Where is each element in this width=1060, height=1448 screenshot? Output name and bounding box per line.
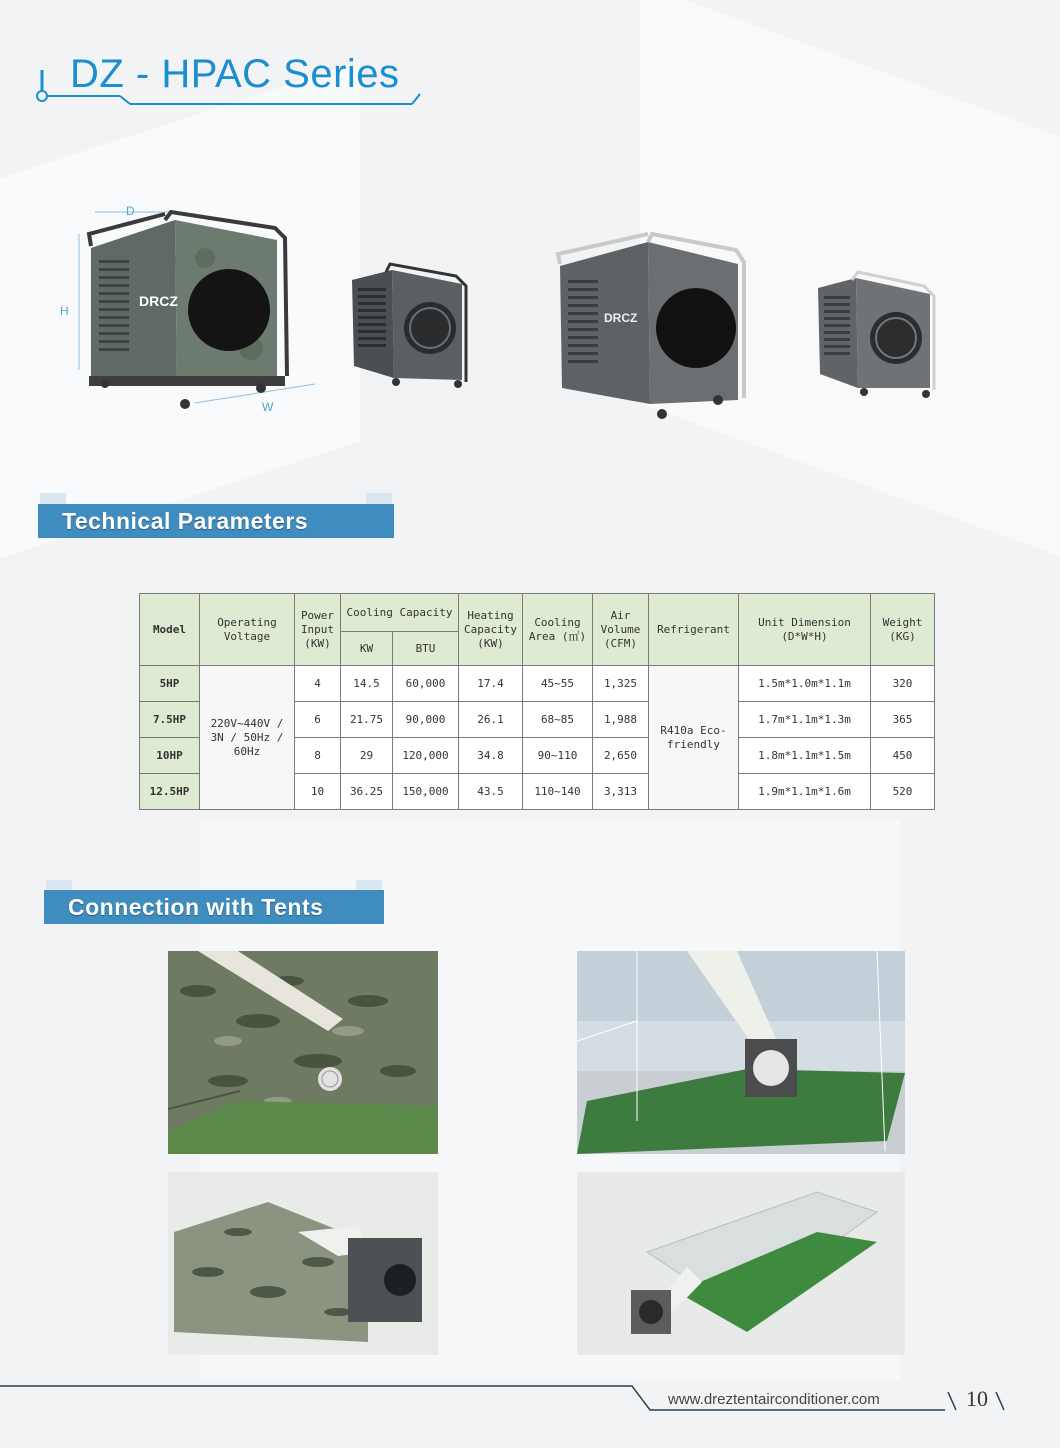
cell-dimension: 1.9m*1.1m*1.6m	[739, 774, 871, 810]
cell-air: 3,313	[593, 774, 649, 810]
cell-model: 10HP	[140, 738, 200, 774]
header-heating: Heating Capacity (KW)	[459, 594, 523, 666]
cell-area: 45~55	[523, 666, 593, 702]
header-refrigerant: Refrigerant	[649, 594, 739, 666]
cell-area: 110~140	[523, 774, 593, 810]
product-image-small-grey	[812, 270, 940, 400]
header-dimension: Unit Dimension (D*W*H)	[739, 594, 871, 666]
header-cooling-kw: KW	[341, 632, 393, 666]
cell-power: 6	[295, 702, 341, 738]
tent-photo-clear-exterior	[577, 1172, 905, 1355]
product-image-small-dark	[346, 262, 472, 388]
header-power: Power Input (KW)	[295, 594, 341, 666]
cell-air: 2,650	[593, 738, 649, 774]
height-label: H	[60, 304, 69, 318]
header-air: Air Volume (CFM)	[593, 594, 649, 666]
width-label: W	[262, 400, 274, 414]
spec-table	[139, 593, 935, 810]
cell-dimension: 1.5m*1.0m*1.1m	[739, 666, 871, 702]
page-title: DZ - HPAC Series	[70, 52, 400, 96]
product-image-large-grey	[552, 228, 752, 424]
cell-weight: 320	[871, 666, 935, 702]
section-banner-technical: Technical Parameters	[38, 504, 394, 538]
cell-heating: 43.5	[459, 774, 523, 810]
depth-label: D	[126, 204, 135, 218]
cell-area: 68~85	[523, 702, 593, 738]
footer-line-decoration	[0, 1378, 1060, 1418]
cell-btu: 150,000	[393, 774, 459, 810]
cell-voltage: 220V~440V / 3N / 50Hz / 60Hz	[200, 666, 295, 810]
cell-kw: 21.75	[341, 702, 393, 738]
page-number: 10	[966, 1386, 988, 1411]
cell-model: 12.5HP	[140, 774, 200, 810]
tent-photo-clear-interior	[577, 951, 905, 1154]
header-cooling-btu: BTU	[393, 632, 459, 666]
title-block	[30, 48, 430, 108]
cell-power: 8	[295, 738, 341, 774]
cell-btu: 60,000	[393, 666, 459, 702]
table-row	[140, 666, 935, 702]
header-area: Cooling Area (㎡)	[523, 594, 593, 666]
cell-air: 1,325	[593, 666, 649, 702]
cell-dimension: 1.7m*1.1m*1.3m	[739, 702, 871, 738]
cell-power: 10	[295, 774, 341, 810]
cell-air: 1,988	[593, 702, 649, 738]
cell-heating: 34.8	[459, 738, 523, 774]
cell-weight: 365	[871, 702, 935, 738]
cell-kw: 14.5	[341, 666, 393, 702]
tent-photo-camo-exterior	[168, 1172, 438, 1355]
cell-dimension: 1.8m*1.1m*1.5m	[739, 738, 871, 774]
cell-model: 7.5HP	[140, 702, 200, 738]
tent-photo-camo-interior	[168, 951, 438, 1154]
header-voltage: Operating Voltage	[200, 594, 295, 666]
cell-refrigerant: R410a Eco-friendly	[649, 666, 739, 810]
cell-heating: 26.1	[459, 702, 523, 738]
cell-weight: 450	[871, 738, 935, 774]
cell-heating: 17.4	[459, 666, 523, 702]
cell-area: 90~110	[523, 738, 593, 774]
product-image-large-camo	[55, 198, 325, 416]
cell-btu: 90,000	[393, 702, 459, 738]
product-logo: DRCZ	[604, 311, 638, 325]
cell-power: 4	[295, 666, 341, 702]
cell-kw: 36.25	[341, 774, 393, 810]
cell-btu: 120,000	[393, 738, 459, 774]
footer-url[interactable]: www.dreztentairconditioner.com	[668, 1391, 880, 1408]
cell-weight: 520	[871, 774, 935, 810]
product-logo: DRCZ	[139, 293, 178, 309]
header-model: Model	[140, 594, 200, 666]
section-banner-connection: Connection with Tents	[44, 890, 384, 924]
header-weight: Weight (KG)	[871, 594, 935, 666]
header-cooling: Cooling Capacity	[341, 594, 459, 632]
cell-kw: 29	[341, 738, 393, 774]
cell-model: 5HP	[140, 666, 200, 702]
